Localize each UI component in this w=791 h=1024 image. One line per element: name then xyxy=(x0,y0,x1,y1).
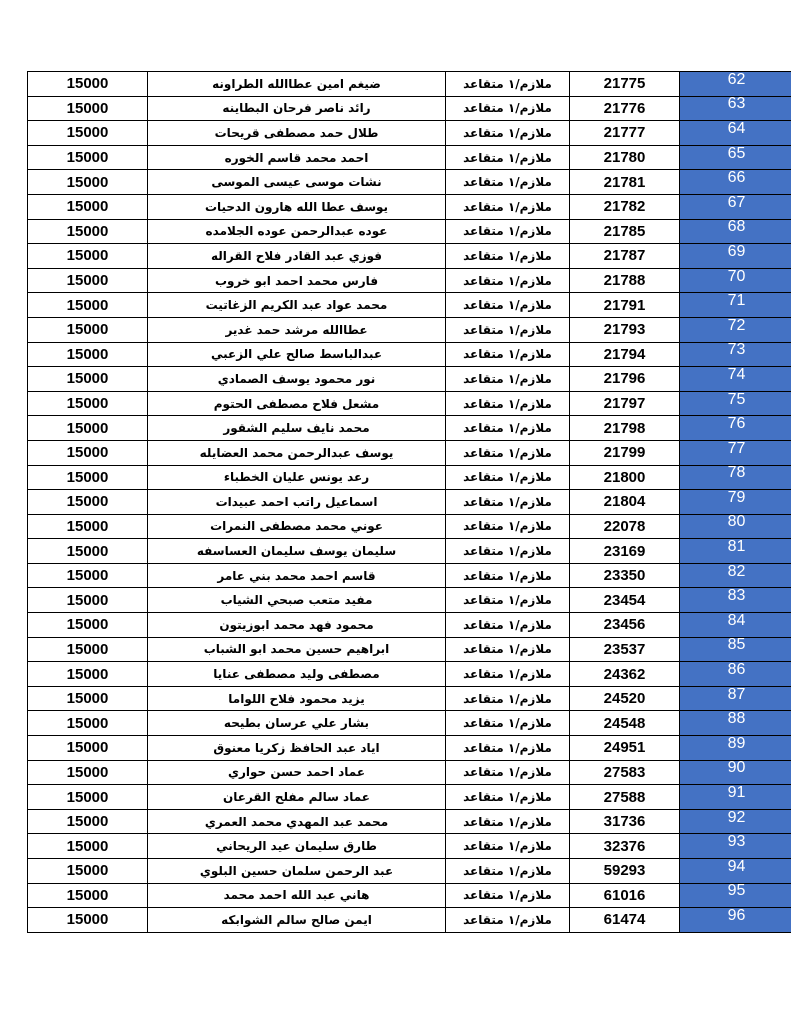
table-row xyxy=(28,317,791,342)
sequence-number-text: 69 xyxy=(727,243,746,260)
military-number-cell: 21777 xyxy=(570,121,680,146)
name-cell: نور محمود يوسف الصمادي xyxy=(148,367,446,392)
amount-cell: 15000 xyxy=(28,588,148,613)
amount-cell: 15000 xyxy=(28,293,148,318)
military-number-cell: 23456 xyxy=(570,613,680,638)
amount-cell: 15000 xyxy=(28,416,148,441)
rank-cell: ملازم/١ متقاعد xyxy=(446,440,570,465)
table-row xyxy=(28,96,791,121)
sequence-number-cell xyxy=(680,440,791,465)
military-number-cell: 23350 xyxy=(570,563,680,588)
sequence-number-text: 65 xyxy=(727,145,746,162)
amount-cell: 15000 xyxy=(28,662,148,687)
military-number-cell: 21798 xyxy=(570,416,680,441)
name-cell: يوسف عبدالرحمن محمد العضايله xyxy=(148,440,446,465)
amount-cell: 15000 xyxy=(28,145,148,170)
military-number-cell: 21775 xyxy=(570,72,680,97)
military-number-cell: 24520 xyxy=(570,686,680,711)
military-number-cell: 31736 xyxy=(570,809,680,834)
name-cell: فوزي عبد القادر فلاح القراله xyxy=(148,244,446,269)
sequence-number-cell xyxy=(680,96,791,121)
table-row xyxy=(28,268,791,293)
amount-cell: 15000 xyxy=(28,883,148,908)
amount-cell: 15000 xyxy=(28,170,148,195)
table-row xyxy=(28,391,791,416)
military-number-cell: 21781 xyxy=(570,170,680,195)
table-row xyxy=(28,588,791,613)
sequence-number-cell xyxy=(680,613,791,638)
name-cell: قاسم احمد محمد بني عامر xyxy=(148,563,446,588)
sequence-number-cell xyxy=(680,588,791,613)
name-cell: بشار علي عرسان بطيحه xyxy=(148,711,446,736)
sequence-number-cell xyxy=(680,170,791,195)
table-row xyxy=(28,219,791,244)
sequence-number-cell xyxy=(680,416,791,441)
sequence-number-text: 92 xyxy=(727,809,746,826)
sequence-number-cell xyxy=(680,244,791,269)
amount-cell: 15000 xyxy=(28,391,148,416)
amount-cell: 15000 xyxy=(28,465,148,490)
sequence-number-cell xyxy=(680,367,791,392)
table-row xyxy=(28,613,791,638)
military-number-cell: 21788 xyxy=(570,268,680,293)
table-row xyxy=(28,859,791,884)
rank-cell: ملازم/١ متقاعد xyxy=(446,391,570,416)
table-row xyxy=(28,736,791,761)
rank-cell: ملازم/١ متقاعد xyxy=(446,293,570,318)
amount-cell: 15000 xyxy=(28,244,148,269)
amount-cell: 15000 xyxy=(28,785,148,810)
military-number-cell: 21791 xyxy=(570,293,680,318)
sequence-number-text: 76 xyxy=(727,415,746,433)
rank-cell: ملازم/١ متقاعد xyxy=(446,662,570,687)
rank-cell: ملازم/١ متقاعد xyxy=(446,121,570,146)
amount-cell: 15000 xyxy=(28,711,148,736)
rank-cell: ملازم/١ متقاعد xyxy=(446,72,570,97)
sequence-number-cell xyxy=(680,637,791,662)
military-number-cell: 21782 xyxy=(570,194,680,219)
name-cell: محمد عبد المهدي محمد العمري xyxy=(148,809,446,834)
military-number-cell: 23169 xyxy=(570,539,680,564)
name-cell: رائد ناصر فرحان البطاينه xyxy=(148,96,446,121)
sequence-number-cell xyxy=(680,834,791,859)
table-row xyxy=(28,342,791,367)
rank-cell: ملازم/١ متقاعد xyxy=(446,539,570,564)
table-row xyxy=(28,194,791,219)
name-cell: طارق سليمان عيد الريحاني xyxy=(148,834,446,859)
sequence-number-cell xyxy=(680,121,791,146)
name-cell: مشعل فلاح مصطفى الحتوم xyxy=(148,391,446,416)
sequence-number-text: 70 xyxy=(727,268,746,285)
military-number-cell: 21793 xyxy=(570,317,680,342)
name-cell: محمود فهد محمد ابوزيتون xyxy=(148,613,446,638)
table-row xyxy=(28,367,791,392)
military-number-cell: 22078 xyxy=(570,514,680,539)
sequence-number-text: 84 xyxy=(727,612,746,629)
amount-cell: 15000 xyxy=(28,563,148,588)
sequence-number-text: 62 xyxy=(727,71,746,88)
sequence-number-text: 78 xyxy=(727,465,746,482)
rank-cell: ملازم/١ متقاعد xyxy=(446,490,570,515)
sequence-number-text: 88 xyxy=(727,710,746,728)
table-row xyxy=(28,539,791,564)
amount-cell: 15000 xyxy=(28,514,148,539)
amount-cell: 15000 xyxy=(28,219,148,244)
military-number-cell: 27588 xyxy=(570,785,680,810)
name-cell: عماد سالم مفلح القرعان xyxy=(148,785,446,810)
name-cell: عوده عبدالرحمن عوده الجلامده xyxy=(148,219,446,244)
rank-cell: ملازم/١ متقاعد xyxy=(446,760,570,785)
table-row xyxy=(28,293,791,318)
sequence-number-cell xyxy=(680,859,791,884)
sequence-number-text: 82 xyxy=(727,563,746,580)
rank-cell: ملازم/١ متقاعد xyxy=(446,834,570,859)
military-number-cell: 24951 xyxy=(570,736,680,761)
name-cell: اياد عبد الحافظ زكريا معنوق xyxy=(148,736,446,761)
sequence-number-text: 90 xyxy=(727,760,746,777)
military-number-cell: 27583 xyxy=(570,760,680,785)
sequence-number-text: 89 xyxy=(727,735,746,752)
table-row xyxy=(28,440,791,465)
table-row xyxy=(28,908,791,933)
table-row xyxy=(28,121,791,146)
name-cell: ضيغم امين عطاالله الطراونه xyxy=(148,72,446,97)
military-number-cell: 21794 xyxy=(570,342,680,367)
name-cell: فارس محمد احمد ابو خروب xyxy=(148,268,446,293)
rank-cell: ملازم/١ متقاعد xyxy=(446,736,570,761)
military-number-cell: 21799 xyxy=(570,440,680,465)
table-row xyxy=(28,170,791,195)
table-row xyxy=(28,686,791,711)
table-row xyxy=(28,662,791,687)
rank-cell: ملازم/١ متقاعد xyxy=(446,514,570,539)
amount-cell: 15000 xyxy=(28,317,148,342)
military-number-cell: 59293 xyxy=(570,859,680,884)
sequence-number-cell xyxy=(680,760,791,785)
rank-cell: ملازم/١ متقاعد xyxy=(446,170,570,195)
military-number-cell: 21796 xyxy=(570,367,680,392)
rank-cell: ملازم/١ متقاعد xyxy=(446,416,570,441)
sequence-number-text: 95 xyxy=(727,883,746,900)
military-number-cell: 61474 xyxy=(570,908,680,933)
amount-cell: 15000 xyxy=(28,760,148,785)
rank-cell: ملازم/١ متقاعد xyxy=(446,219,570,244)
rank-cell: ملازم/١ متقاعد xyxy=(446,145,570,170)
sequence-number-cell xyxy=(680,736,791,761)
rank-cell: ملازم/١ متقاعد xyxy=(446,908,570,933)
name-cell: عبدالباسط صالح علي الزعبي xyxy=(148,342,446,367)
amount-cell: 15000 xyxy=(28,440,148,465)
table-row xyxy=(28,637,791,662)
amount-cell: 15000 xyxy=(28,367,148,392)
sequence-number-cell xyxy=(680,883,791,908)
sequence-number-text: 80 xyxy=(727,514,746,531)
table-row xyxy=(28,809,791,834)
name-cell: عبد الرحمن سلمان حسين البلوي xyxy=(148,859,446,884)
name-cell: هاني عبد الله احمد محمد xyxy=(148,883,446,908)
amount-cell: 15000 xyxy=(28,539,148,564)
roster-table xyxy=(27,71,791,933)
amount-cell: 15000 xyxy=(28,72,148,97)
amount-cell: 15000 xyxy=(28,121,148,146)
rank-cell: ملازم/١ متقاعد xyxy=(446,367,570,392)
sequence-number-cell xyxy=(680,72,791,97)
sequence-number-cell xyxy=(680,711,791,736)
rank-cell: ملازم/١ متقاعد xyxy=(446,613,570,638)
table-row xyxy=(28,490,791,515)
amount-cell: 15000 xyxy=(28,96,148,121)
sequence-number-text: 77 xyxy=(727,440,746,457)
name-cell: عماد احمد حسن حواري xyxy=(148,760,446,785)
sequence-number-cell xyxy=(680,908,791,933)
name-cell: ايمن صالح سالم الشوابكه xyxy=(148,908,446,933)
sequence-number-cell xyxy=(680,785,791,810)
sequence-number-text: 72 xyxy=(727,317,746,334)
military-number-cell: 23454 xyxy=(570,588,680,613)
rank-cell: ملازم/١ متقاعد xyxy=(446,317,570,342)
rank-cell: ملازم/١ متقاعد xyxy=(446,194,570,219)
sequence-number-cell xyxy=(680,317,791,342)
name-cell: مفيد متعب صبحي الشياب xyxy=(148,588,446,613)
rank-cell: ملازم/١ متقاعد xyxy=(446,268,570,293)
table-row xyxy=(28,834,791,859)
name-cell: يزيد محمود فلاح اللواما xyxy=(148,686,446,711)
table-row xyxy=(28,760,791,785)
military-number-cell: 21804 xyxy=(570,490,680,515)
military-number-cell: 21776 xyxy=(570,96,680,121)
military-number-cell: 21787 xyxy=(570,244,680,269)
table-row xyxy=(28,244,791,269)
military-number-cell: 24362 xyxy=(570,662,680,687)
amount-cell: 15000 xyxy=(28,613,148,638)
name-cell: اسماعيل راتب احمد عبيدات xyxy=(148,490,446,515)
table-row xyxy=(28,514,791,539)
sequence-number-cell xyxy=(680,268,791,293)
rank-cell: ملازم/١ متقاعد xyxy=(446,883,570,908)
amount-cell: 15000 xyxy=(28,859,148,884)
rank-cell: ملازم/١ متقاعد xyxy=(446,563,570,588)
sequence-number-cell xyxy=(680,391,791,416)
sequence-number-cell xyxy=(680,490,791,515)
rank-cell: ملازم/١ متقاعد xyxy=(446,686,570,711)
table-row xyxy=(28,883,791,908)
name-cell: محمد نايف سليم الشقور xyxy=(148,416,446,441)
rank-cell: ملازم/١ متقاعد xyxy=(446,342,570,367)
table-row xyxy=(28,785,791,810)
sequence-number-text: 66 xyxy=(727,169,746,187)
military-number-cell: 32376 xyxy=(570,834,680,859)
roster-sheet xyxy=(27,71,766,933)
rank-cell: ملازم/١ متقاعد xyxy=(446,244,570,269)
military-number-cell: 21780 xyxy=(570,145,680,170)
sequence-number-text: 73 xyxy=(727,342,746,359)
amount-cell: 15000 xyxy=(28,637,148,662)
rank-cell: ملازم/١ متقاعد xyxy=(446,588,570,613)
amount-cell: 15000 xyxy=(28,194,148,219)
amount-cell: 15000 xyxy=(28,809,148,834)
sequence-number-text: 75 xyxy=(727,391,746,408)
sequence-number-cell xyxy=(680,809,791,834)
amount-cell: 15000 xyxy=(28,686,148,711)
sequence-number-text: 91 xyxy=(727,784,746,802)
name-cell: مصطفى وليد مصطفى عنايا xyxy=(148,662,446,687)
rank-cell: ملازم/١ متقاعد xyxy=(446,859,570,884)
table-row xyxy=(28,72,791,97)
rank-cell: ملازم/١ متقاعد xyxy=(446,785,570,810)
sequence-number-text: 74 xyxy=(727,366,746,383)
name-cell: سليمان يوسف سليمان العساسفه xyxy=(148,539,446,564)
table-row xyxy=(28,416,791,441)
rank-cell: ملازم/١ متقاعد xyxy=(446,637,570,662)
amount-cell: 15000 xyxy=(28,268,148,293)
name-cell: نشات موسى عيسى الموسى xyxy=(148,170,446,195)
sequence-number-text: 63 xyxy=(727,96,746,113)
rank-cell: ملازم/١ متقاعد xyxy=(446,465,570,490)
sequence-number-text: 96 xyxy=(727,907,746,924)
sequence-number-text: 86 xyxy=(727,661,746,679)
sequence-number-cell xyxy=(680,686,791,711)
sequence-number-cell xyxy=(680,342,791,367)
table-row xyxy=(28,145,791,170)
sequence-number-cell xyxy=(680,662,791,687)
sequence-number-cell xyxy=(680,145,791,170)
table-row xyxy=(28,563,791,588)
sequence-number-text: 81 xyxy=(727,538,746,556)
sequence-number-text: 79 xyxy=(727,489,746,506)
military-number-cell: 61016 xyxy=(570,883,680,908)
name-cell: محمد عواد عبد الكريم الزغاتيت xyxy=(148,293,446,318)
name-cell: ابراهيم حسين محمد ابو الشباب xyxy=(148,637,446,662)
sequence-number-text: 87 xyxy=(727,686,746,703)
sequence-number-cell xyxy=(680,539,791,564)
rank-cell: ملازم/١ متقاعد xyxy=(446,96,570,121)
amount-cell: 15000 xyxy=(28,834,148,859)
sequence-number-cell xyxy=(680,219,791,244)
military-number-cell: 23537 xyxy=(570,637,680,662)
roster-table-body xyxy=(28,72,791,933)
military-number-cell: 21797 xyxy=(570,391,680,416)
rank-cell: ملازم/١ متقاعد xyxy=(446,809,570,834)
table-row xyxy=(28,711,791,736)
rank-cell: ملازم/١ متقاعد xyxy=(446,711,570,736)
amount-cell: 15000 xyxy=(28,908,148,933)
sequence-number-cell xyxy=(680,293,791,318)
name-cell: احمد محمد قاسم الخوره xyxy=(148,145,446,170)
name-cell: رعد يونس عليان الخطباء xyxy=(148,465,446,490)
amount-cell: 15000 xyxy=(28,342,148,367)
sequence-number-cell xyxy=(680,194,791,219)
sequence-number-text: 71 xyxy=(727,292,746,310)
sequence-number-text: 67 xyxy=(727,194,746,211)
military-number-cell: 21800 xyxy=(570,465,680,490)
sequence-number-cell xyxy=(680,514,791,539)
amount-cell: 15000 xyxy=(28,736,148,761)
sequence-number-text: 93 xyxy=(727,833,746,851)
sequence-number-cell xyxy=(680,563,791,588)
name-cell: عوني محمد مصطفى النمرات xyxy=(148,514,446,539)
sequence-number-text: 64 xyxy=(727,120,746,137)
military-number-cell: 21785 xyxy=(570,219,680,244)
sequence-number-text: 83 xyxy=(727,587,746,605)
sequence-number-text: 94 xyxy=(727,858,746,875)
sequence-number-text: 68 xyxy=(727,219,746,236)
name-cell: عطاالله مرشد حمد غدير xyxy=(148,317,446,342)
name-cell: يوسف عطا الله هارون الدحيات xyxy=(148,194,446,219)
sequence-number-text: 85 xyxy=(727,637,746,654)
sequence-number-cell xyxy=(680,465,791,490)
amount-cell: 15000 xyxy=(28,490,148,515)
name-cell: طلال حمد مصطفى قريحات xyxy=(148,121,446,146)
military-number-cell: 24548 xyxy=(570,711,680,736)
table-row xyxy=(28,465,791,490)
